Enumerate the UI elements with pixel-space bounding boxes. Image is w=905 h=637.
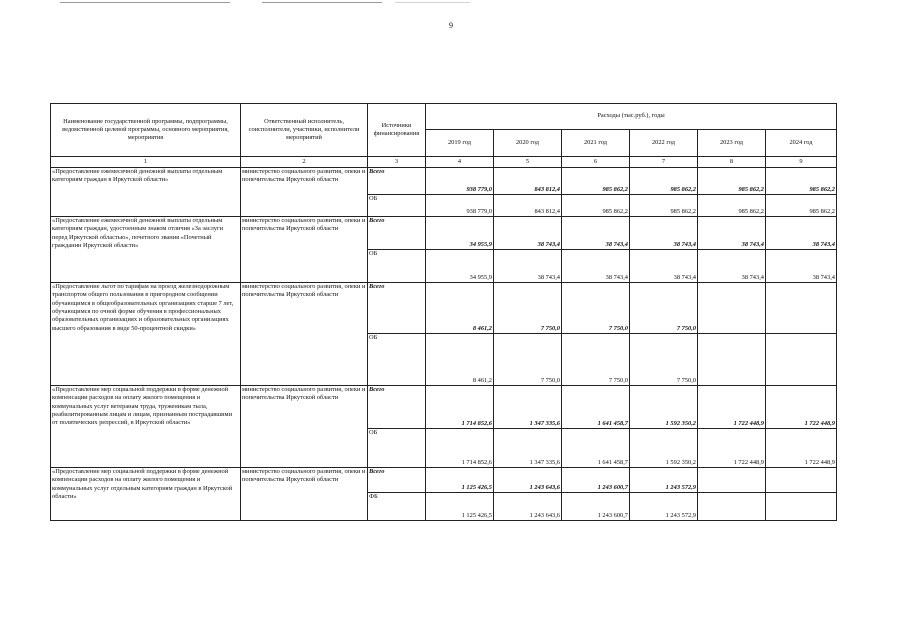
- header-funding-source: Источники финансирования: [368, 104, 426, 157]
- funding-source-label: ОБ: [368, 334, 426, 386]
- total-value: 985 862,2: [630, 168, 698, 195]
- source-value: 985 862,2: [630, 195, 698, 217]
- header-year: 2022 год: [630, 130, 698, 157]
- column-number: 1: [51, 157, 241, 168]
- scan-top-rule: [60, 2, 230, 3]
- total-value: 38 743,4: [630, 217, 698, 250]
- source-value: 1 243 572,9: [630, 493, 698, 521]
- source-value: 938 779,0: [426, 195, 494, 217]
- total-value: 38 743,4: [562, 217, 630, 250]
- executor: министерство социального развития, опеки и попечительства Иркутской области: [241, 468, 368, 521]
- program-name: «Предоставление мер социальной поддержки в форме денежной компенсации расходов на оплату жилого помещения и коммунальных услуг отдельным категориям граждан в Иркутской области»: [51, 468, 241, 521]
- source-value: [766, 493, 837, 521]
- source-value: 1 722 448,9: [766, 429, 837, 468]
- funding-total-label: Всего: [368, 283, 426, 334]
- header-executor: Ответственный исполнитель, соисполнители, участники, исполнители мероприятий: [241, 104, 368, 157]
- total-value: 1 722 448,9: [766, 386, 837, 429]
- source-value: 1 714 852,6: [426, 429, 494, 468]
- source-value: 843 812,4: [494, 195, 562, 217]
- total-value: 7 750,0: [562, 283, 630, 334]
- funding-source-label: ФБ: [368, 493, 426, 521]
- column-number: 7: [630, 157, 698, 168]
- scan-top-rule: [262, 2, 382, 3]
- program-name: «Предоставление ежемесячной денежной выплаты отдельным категориям граждан в Иркутской области»: [51, 168, 241, 217]
- executor: министерство социального развития, опеки и попечительства Иркутской области: [241, 168, 368, 217]
- header-year: 2023 год: [698, 130, 766, 157]
- total-value: 34 955,9: [426, 217, 494, 250]
- total-value: 985 862,2: [562, 168, 630, 195]
- total-value: 1 243 643,6: [494, 468, 562, 493]
- source-value: 985 862,2: [698, 195, 766, 217]
- expenses-table: [50, 103, 837, 521]
- total-value: 985 862,2: [766, 168, 837, 195]
- source-value: [698, 493, 766, 521]
- header-year: 2019 год: [426, 130, 494, 157]
- source-value: 38 743,4: [562, 250, 630, 283]
- source-value: 38 743,4: [494, 250, 562, 283]
- source-value: 1 592 350,2: [630, 429, 698, 468]
- total-value: 1 641 458,7: [562, 386, 630, 429]
- source-value: 7 750,0: [562, 334, 630, 386]
- column-number: 2: [241, 157, 368, 168]
- table-row: [51, 468, 837, 493]
- source-value: 34 955,9: [426, 250, 494, 283]
- column-number: 6: [562, 157, 630, 168]
- total-value: 7 750,0: [494, 283, 562, 334]
- source-value: 1 347 335,6: [494, 429, 562, 468]
- total-value: [766, 283, 837, 334]
- total-value: [766, 468, 837, 493]
- total-value: 38 743,4: [698, 217, 766, 250]
- source-value: 38 743,4: [766, 250, 837, 283]
- column-number: 8: [698, 157, 766, 168]
- total-value: [698, 468, 766, 493]
- source-value: 7 750,0: [630, 334, 698, 386]
- source-value: 8 461,2: [426, 334, 494, 386]
- total-value: 7 750,0: [630, 283, 698, 334]
- total-value: 1 592 350,2: [630, 386, 698, 429]
- source-value: 1 243 643,6: [494, 493, 562, 521]
- total-value: 38 743,4: [494, 217, 562, 250]
- program-name: «Предоставление льгот по тарифам на проезд железнодорожным транспортом общего пользования в пригородном сообщении обучающимся в общеобразовательных организациях старше 7 лет, обучающимся по очной форме обучения в профессиональных образовательных организациях и образовательных организациях высшего образования в виде 50-процентной скидки»: [51, 283, 241, 386]
- total-value: 1 722 448,9: [698, 386, 766, 429]
- total-value: 985 862,2: [698, 168, 766, 195]
- table-row: [51, 386, 837, 429]
- total-value: 938 779,0: [426, 168, 494, 195]
- funding-source-label: ОБ: [368, 195, 426, 217]
- table-row: [51, 283, 837, 334]
- total-value: 1 243 572,9: [630, 468, 698, 493]
- source-value: 38 743,4: [630, 250, 698, 283]
- total-value: 1 125 426,5: [426, 468, 494, 493]
- header-expenses: Расходы (тыс.руб.), годы: [426, 104, 837, 130]
- source-value: 985 862,2: [766, 195, 837, 217]
- header-year: 2021 год: [562, 130, 630, 157]
- funding-total-label: Всего: [368, 217, 426, 250]
- header-year: 2024 год: [766, 130, 837, 157]
- program-name: «Предоставление ежемесячной денежной выплаты отдельным категориям граждан, удостоенным знаком отличия «За заслуги перед Иркутской областью», почетного звания «Почетный гражданин Иркутской области»: [51, 217, 241, 283]
- funding-total-label: Всего: [368, 168, 426, 195]
- column-number: 3: [368, 157, 426, 168]
- executor: министерство социального развития, опеки и попечительства Иркутской области: [241, 217, 368, 283]
- executor: министерство социального развития, опеки и попечительства Иркутской области: [241, 283, 368, 386]
- column-number: 4: [426, 157, 494, 168]
- source-value: 1 641 458,7: [562, 429, 630, 468]
- source-value: 1 243 600,7: [562, 493, 630, 521]
- header-program-name: Наименование государственной программы, подпрограммы, ведомственной целевой программы, основного мероприятия, мероприятия: [51, 104, 241, 157]
- source-value: 985 862,2: [562, 195, 630, 217]
- funding-source-label: ОБ: [368, 429, 426, 468]
- funding-total-label: Всего: [368, 386, 426, 429]
- source-value: 1 722 448,9: [698, 429, 766, 468]
- source-value: 7 750,0: [494, 334, 562, 386]
- source-value: 1 125 426,5: [426, 493, 494, 521]
- scan-top-rule: [395, 2, 470, 3]
- total-value: 1 243 600,7: [562, 468, 630, 493]
- column-number: 9: [766, 157, 837, 168]
- column-number: 5: [494, 157, 562, 168]
- total-value: 1 714 852,6: [426, 386, 494, 429]
- page-number: 9: [449, 21, 453, 30]
- source-value: [698, 334, 766, 386]
- funding-source-label: ОБ: [368, 250, 426, 283]
- table-body: [51, 168, 837, 521]
- source-value: 38 743,4: [698, 250, 766, 283]
- funding-total-label: Всего: [368, 468, 426, 493]
- total-value: 8 461,2: [426, 283, 494, 334]
- table-row: [51, 217, 837, 250]
- total-value: [698, 283, 766, 334]
- table-row: [51, 168, 837, 195]
- program-name: «Предоставление мер социальной поддержки в форме денежной компенсации расходов на оплату жилого помещения и коммунальных услуг ветеранам труда, труженикам тыла, реабилитированным лицам и лицам, признанным пострадавшими от политических репрессий, в Иркутской области»: [51, 386, 241, 468]
- source-value: [766, 334, 837, 386]
- total-value: 843 812,4: [494, 168, 562, 195]
- executor: министерство социального развития, опеки и попечительства Иркутской области: [241, 386, 368, 468]
- total-value: 38 743,4: [766, 217, 837, 250]
- total-value: 1 347 335,6: [494, 386, 562, 429]
- header-year: 2020 год: [494, 130, 562, 157]
